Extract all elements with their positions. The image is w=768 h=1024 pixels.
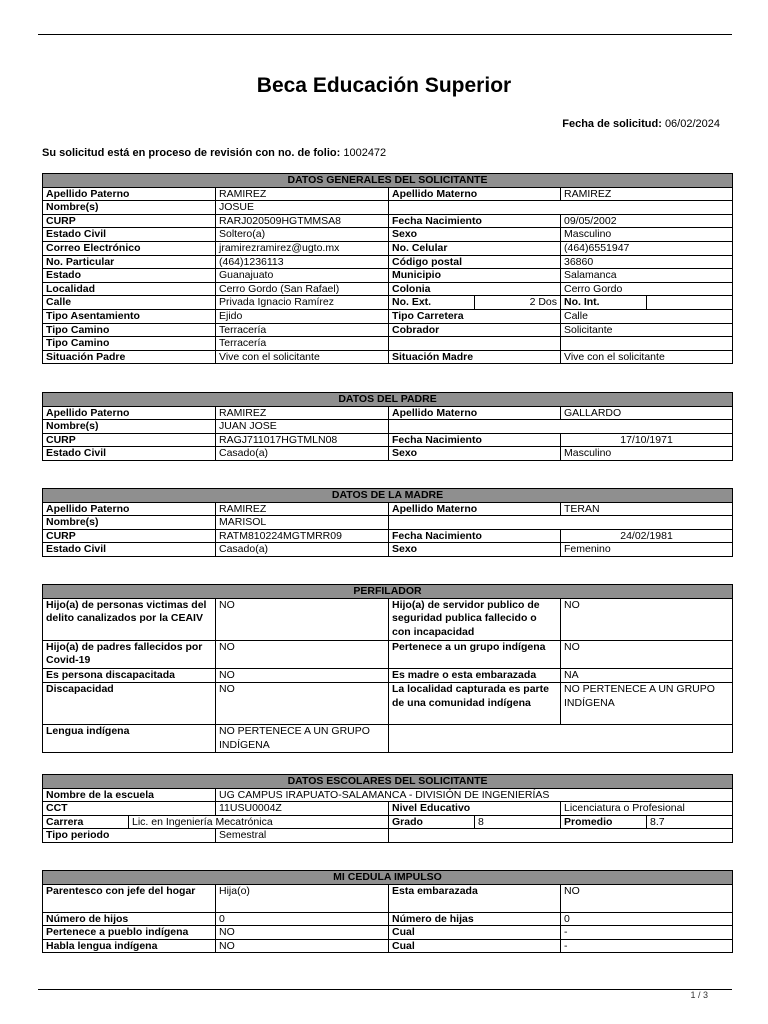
row-value: GALLARDO — [561, 406, 733, 420]
row-label: Cobrador — [389, 323, 561, 337]
table-row — [43, 815, 733, 829]
row-value: Calle — [561, 309, 733, 323]
row-value: 0 — [216, 912, 389, 926]
row-empty — [389, 420, 733, 434]
row-label: Cual — [389, 926, 561, 940]
row-value: JOSUE — [216, 201, 389, 215]
row-label: Número de hijos — [43, 912, 216, 926]
row-value: Casado(a) — [216, 543, 389, 557]
perfilador-header: PERFILADOR — [43, 585, 733, 599]
row-label: Número de hijas — [389, 912, 561, 926]
fecha-label: Fecha de solicitud: — [562, 118, 662, 130]
row-label: Promedio — [561, 815, 647, 829]
row-value: RATM810224MGTMRR09 — [216, 529, 389, 543]
table-row — [43, 201, 733, 215]
table-row — [43, 529, 733, 543]
row-value: Ejido — [216, 309, 389, 323]
row-value: 09/05/2002 — [561, 214, 733, 228]
row-label: Lengua indígena — [43, 725, 216, 753]
row-value: - — [561, 926, 733, 940]
table-row — [43, 337, 733, 351]
row-label: Grado — [389, 815, 475, 829]
row-value: NO — [216, 598, 389, 640]
row-value: (464)6551947 — [561, 241, 733, 255]
escolares-table — [42, 774, 733, 843]
generales-header: DATOS GENERALES DEL SOLICITANTE — [43, 174, 733, 188]
table-row — [43, 788, 733, 802]
row-label: CCT — [43, 802, 216, 816]
row-label: Carrera — [43, 815, 129, 829]
row-label: Tipo Camino — [43, 323, 216, 337]
row-value: RAMIREZ — [216, 187, 389, 201]
perfilador-table — [42, 584, 733, 753]
top-rule — [38, 34, 732, 35]
table-row — [43, 296, 733, 310]
row-label: Municipio — [389, 269, 561, 283]
padre-table — [42, 392, 733, 461]
row-value: Femenino — [561, 543, 733, 557]
row-value: NO — [216, 683, 389, 725]
table-row — [43, 725, 733, 753]
row-value: 8 — [475, 815, 561, 829]
row-label: Nombre(s) — [43, 420, 216, 434]
row-label: Apellido Paterno — [43, 187, 216, 201]
row-label: Cual — [389, 939, 561, 953]
row-value: NO — [561, 884, 733, 912]
row-value: Masculino — [561, 447, 733, 461]
row-value: Cerro Gordo (San Rafael) — [216, 282, 389, 296]
row-label: Apellido Materno — [389, 187, 561, 201]
row-value: Vive con el solicitante — [561, 350, 733, 364]
row-label: Correo Electrónico — [43, 241, 216, 255]
row-value: Vive con el solicitante — [216, 350, 389, 364]
row-label: Nombre de la escuela — [43, 788, 216, 802]
table-row — [43, 926, 733, 940]
table-row — [43, 350, 733, 364]
folio-line — [42, 147, 386, 159]
row-label: Tipo Carretera — [389, 309, 561, 323]
row-label: Colonia — [389, 282, 561, 296]
row-value: NO PERTENECE A UN GRUPO INDÍGENA — [216, 725, 389, 753]
row-empty — [389, 829, 733, 843]
escolares-header: DATOS ESCOLARES DEL SOLICITANTE — [43, 775, 733, 789]
row-value: NA — [561, 668, 733, 683]
row-label: Calle — [43, 296, 216, 310]
row-label: CURP — [43, 214, 216, 228]
row-value: 17/10/1971 — [561, 433, 733, 447]
row-label: Tipo Camino — [43, 337, 216, 351]
row-value: NO — [216, 668, 389, 683]
page-number: 1 / 3 — [690, 990, 708, 1000]
row-empty — [389, 725, 733, 753]
row-label: Estado Civil — [43, 228, 216, 242]
row-label: Estado — [43, 269, 216, 283]
row-value: NO PERTENECE A UN GRUPO INDÍGENA — [561, 683, 733, 725]
table-row — [43, 683, 733, 725]
table-row — [43, 309, 733, 323]
fecha-value: 06/02/2024 — [664, 118, 720, 130]
page-title: Beca Educación Superior — [256, 74, 512, 97]
row-value: (464)1236113 — [216, 255, 389, 269]
generales-table — [42, 173, 733, 364]
row-value: RAMIREZ — [561, 187, 733, 201]
row-value: Licenciatura o Profesional — [561, 802, 733, 816]
row-label: Es persona discapacitada — [43, 668, 216, 683]
row-label: No. Celular — [389, 241, 561, 255]
row-value: MARISOL — [216, 516, 389, 530]
row-label: Pertenece a pueblo indígena — [43, 926, 216, 940]
row-label: Hijo(a) de padres fallecidos por Covid-19 — [43, 640, 216, 668]
table-row — [43, 228, 733, 242]
row-label: La localidad capturada es parte de una comunidad indígena — [389, 683, 561, 725]
row-label: Tipo periodo — [43, 829, 216, 843]
row-label: Es madre o esta embarazada — [389, 668, 561, 683]
cedula-header: MI CEDULA IMPULSO — [43, 871, 733, 885]
row-empty — [561, 337, 733, 351]
row-value: NO — [561, 598, 733, 640]
folio-value: 1002472 — [343, 147, 387, 159]
row-value: 0 — [561, 912, 733, 926]
row-value: NO — [216, 640, 389, 668]
row-label: Discapacidad — [43, 683, 216, 725]
row-label: Nombre(s) — [43, 201, 216, 215]
table-row — [43, 323, 733, 337]
row-label: Esta embarazada — [389, 884, 561, 912]
table-row — [43, 543, 733, 557]
row-value: NO — [216, 926, 389, 940]
bottom-rule — [38, 989, 732, 990]
table-row — [43, 884, 733, 912]
row-label: Estado Civil — [43, 447, 216, 461]
table-row — [43, 241, 733, 255]
row-label: No. Particular — [43, 255, 216, 269]
row-value: JUAN JOSE — [216, 420, 389, 434]
row-value: 24/02/1981 — [561, 529, 733, 543]
row-value: Soltero(a) — [216, 228, 389, 242]
row-value: Guanajuato — [216, 269, 389, 283]
table-row — [43, 829, 733, 843]
row-label: Nombre(s) — [43, 516, 216, 530]
table-row — [43, 502, 733, 516]
row-label: Sexo — [389, 447, 561, 461]
madre-header: DATOS DE LA MADRE — [43, 489, 733, 503]
row-label: Apellido Materno — [389, 406, 561, 420]
table-row — [43, 269, 733, 283]
row-value: 11USU0004Z — [216, 802, 389, 816]
row-value: NO — [216, 939, 389, 953]
row-value: jramirezramirez@ugto.mx — [216, 241, 389, 255]
table-row — [43, 214, 733, 228]
row-label: No. Ext. — [389, 296, 475, 310]
row-value: Lic. en Ingeniería Mecatrónica — [129, 815, 389, 829]
row-label: CURP — [43, 529, 216, 543]
row-label: Fecha Nacimiento — [389, 529, 561, 543]
row-value: Hija(o) — [216, 884, 389, 912]
row-label: Hijo(a) de personas victimas del delito canalizados por la CEAIV — [43, 598, 216, 640]
row-value: RAMIREZ — [216, 406, 389, 420]
row-value: 8.7 — [647, 815, 733, 829]
row-value: 2 Dos — [475, 296, 561, 310]
cedula-table — [42, 870, 733, 953]
row-value: Masculino — [561, 228, 733, 242]
row-value: - — [561, 939, 733, 953]
row-label: Situación Padre — [43, 350, 216, 364]
row-label: Estado Civil — [43, 543, 216, 557]
row-value: RAMIREZ — [216, 502, 389, 516]
row-label: Parentesco con jefe del hogar — [43, 884, 216, 912]
folio-label: Su solicitud está en proceso de revisión con no. de folio: — [42, 147, 341, 159]
table-row — [43, 447, 733, 461]
row-label: Fecha Nacimiento — [389, 214, 561, 228]
row-label: Nivel Educativo — [389, 802, 561, 816]
table-row — [43, 939, 733, 953]
row-label: Localidad — [43, 282, 216, 296]
table-row — [43, 640, 733, 668]
table-row — [43, 255, 733, 269]
row-value: UG CAMPUS IRAPUATO-SALAMANCA - DIVISIÓN DE INGENIERÍAS — [216, 788, 733, 802]
row-label: Fecha Nacimiento — [389, 433, 561, 447]
row-label: Pertenece a un grupo indígena — [389, 640, 561, 668]
table-row — [43, 668, 733, 683]
row-label: Hijo(a) de servidor publico de seguridad publica fallecido o con incapacidad — [389, 598, 561, 640]
row-label: CURP — [43, 433, 216, 447]
row-value: NO — [561, 640, 733, 668]
row-value: RARJ020509HGTMMSA8 — [216, 214, 389, 228]
row-value: Cerro Gordo — [561, 282, 733, 296]
row-label: No. Int. — [561, 296, 647, 310]
table-row — [43, 187, 733, 201]
row-label: Situación Madre — [389, 350, 561, 364]
row-label: Apellido Paterno — [43, 502, 216, 516]
table-row — [43, 433, 733, 447]
row-label: Tipo Asentamiento — [43, 309, 216, 323]
row-value: Terracería — [216, 323, 389, 337]
table-row — [43, 406, 733, 420]
madre-table — [42, 488, 733, 557]
row-value: TERAN — [561, 502, 733, 516]
row-empty — [389, 337, 561, 351]
row-value: Solicitante — [561, 323, 733, 337]
row-empty — [389, 201, 733, 215]
row-value: RAGJ711017HGTMLN08 — [216, 433, 389, 447]
table-row — [43, 912, 733, 926]
table-row — [43, 802, 733, 816]
fecha-solicitud — [562, 118, 720, 130]
table-row — [43, 420, 733, 434]
row-value: Salamanca — [561, 269, 733, 283]
row-label: Habla lengua indígena — [43, 939, 216, 953]
row-label: Código postal — [389, 255, 561, 269]
table-row — [43, 282, 733, 296]
row-label: Sexo — [389, 543, 561, 557]
row-label: Apellido Materno — [389, 502, 561, 516]
padre-header: DATOS DEL PADRE — [43, 393, 733, 407]
row-value: Casado(a) — [216, 447, 389, 461]
row-empty — [389, 516, 733, 530]
row-label: Sexo — [389, 228, 561, 242]
table-row — [43, 516, 733, 530]
table-row — [43, 598, 733, 640]
row-value: 36860 — [561, 255, 733, 269]
row-label: Apellido Paterno — [43, 406, 216, 420]
row-value — [647, 296, 733, 310]
row-value: Semestral — [216, 829, 389, 843]
row-value: Privada Ignacio Ramírez — [216, 296, 389, 310]
row-value: Terracería — [216, 337, 389, 351]
